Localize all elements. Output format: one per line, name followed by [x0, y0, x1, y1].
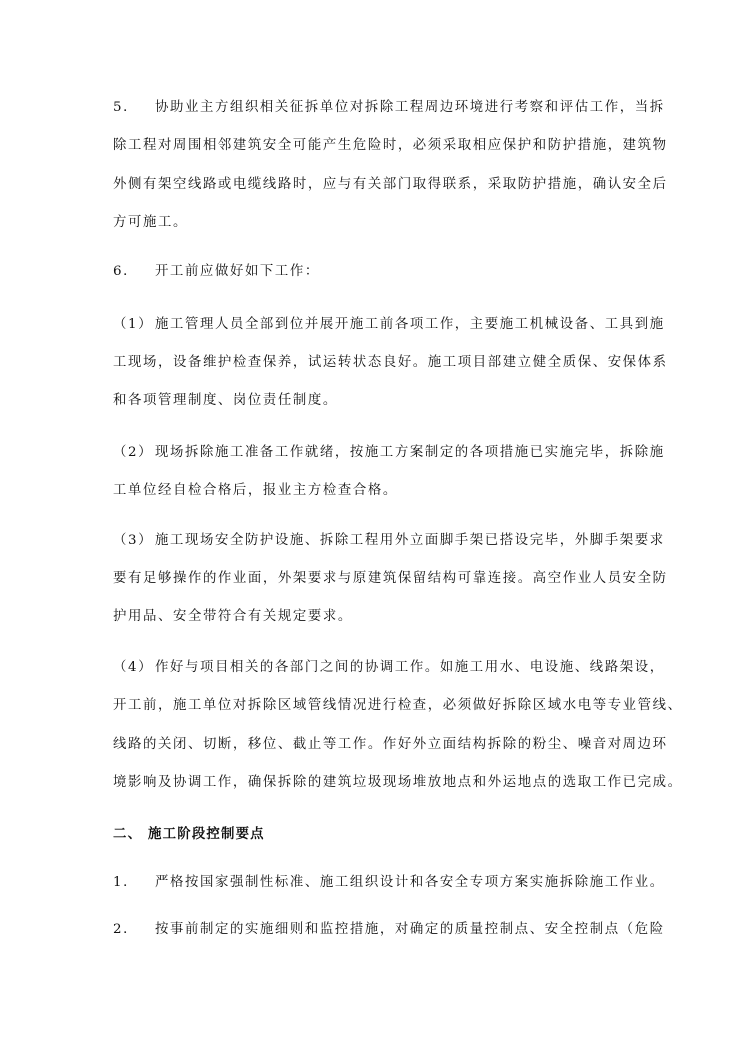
sub4-line-4: 境影响及协调工作，确保拆除的建筑垃圾现场堆放地点和外运地点的选取工作已完成。 — [113, 775, 683, 790]
s2item2-number: 2． — [113, 922, 139, 937]
sub4-label: （4） — [113, 660, 154, 675]
item5-number: 5． — [113, 100, 139, 115]
item5-text-1: 协助业主方组织相关征拆单位对拆除工程周边环境进行考察和评估工作，当拆 — [155, 100, 665, 115]
sub1-line-2: 工现场，设备维护检查保养，试运转状态良好。施工项目部建立健全质保、安保体系 — [113, 355, 668, 370]
item6-line — [113, 263, 653, 281]
sub1-line-1 — [113, 316, 665, 334]
sub1-line-3: 和各项管理制度、岗位责任制度。 — [113, 393, 338, 408]
sub3-label: （3） — [113, 533, 154, 548]
sub4-line-2: 开工前，施工单位对拆除区域管线情况进行检查，必须做好拆除区域水电等专业管线、 — [113, 698, 683, 713]
sub1-label: （1） — [113, 317, 154, 332]
sub2-line-2: 工单位经自检合格后，报业主方检查合格。 — [113, 483, 398, 498]
item6-number: 6． — [113, 264, 139, 279]
sub4-line-1 — [113, 659, 665, 677]
sub2-text-1: 现场拆除施工准备工作就绪，按施工方案制定的各项措施已实施完毕，拆除施 — [155, 445, 665, 460]
item5-line-2: 除工程对周围相邻建筑安全可能产生危险时，必须采取相应保护和防护措施，建筑物 — [113, 138, 668, 153]
sub3-line-3: 护用品、安全带符合有关规定要求。 — [113, 609, 353, 624]
sub4-line-3: 线路的关闭、切断，移位、截止等工作。作好外立面结构拆除的粉尘、噪音对周边环 — [113, 737, 668, 752]
item5-line-1 — [113, 99, 665, 117]
s2item1-number: 1． — [113, 875, 139, 890]
sub4-text-1: 作好与项目相关的各部门之间的协调工作。如施工用水、电设施、线路架设， — [155, 660, 665, 675]
s2item2-line — [113, 921, 665, 939]
section2-heading: 二、 施工阶段控制要点 — [113, 826, 265, 842]
sub3-text-1: 施工现场安全防护设施、拆除工程用外立面脚手架已搭设完毕，外脚手架要求 — [155, 533, 665, 548]
item5-line-4: 方可施工。 — [113, 215, 188, 230]
sub2-line-1 — [113, 444, 665, 462]
item5-line-3: 外侧有架空线路或电缆线路时，应与有关部门取得联系，采取防护措施，确认安全后 — [113, 177, 668, 192]
sub3-line-1 — [113, 532, 665, 550]
sub1-text-1: 施工管理人员全部到位并展开施工前各项工作，主要施工机械设备、工具到施 — [155, 317, 665, 332]
s2item1-text: 严格按国家强制性标准、施工组织设计和各安全专项方案实施拆除施工作业。 — [155, 875, 665, 890]
sub3-line-2: 要有足够操作的作业面，外架要求与原建筑保留结构可靠连接。高空作业人员安全防 — [113, 571, 668, 586]
s2item1-line — [113, 874, 665, 892]
item6-text: 开工前应做好如下工作： — [155, 264, 320, 279]
sub2-label: （2） — [113, 445, 154, 460]
s2item2-text: 按事前制定的实施细则和监控措施，对确定的质量控制点、安全控制点（危险 — [155, 922, 665, 937]
